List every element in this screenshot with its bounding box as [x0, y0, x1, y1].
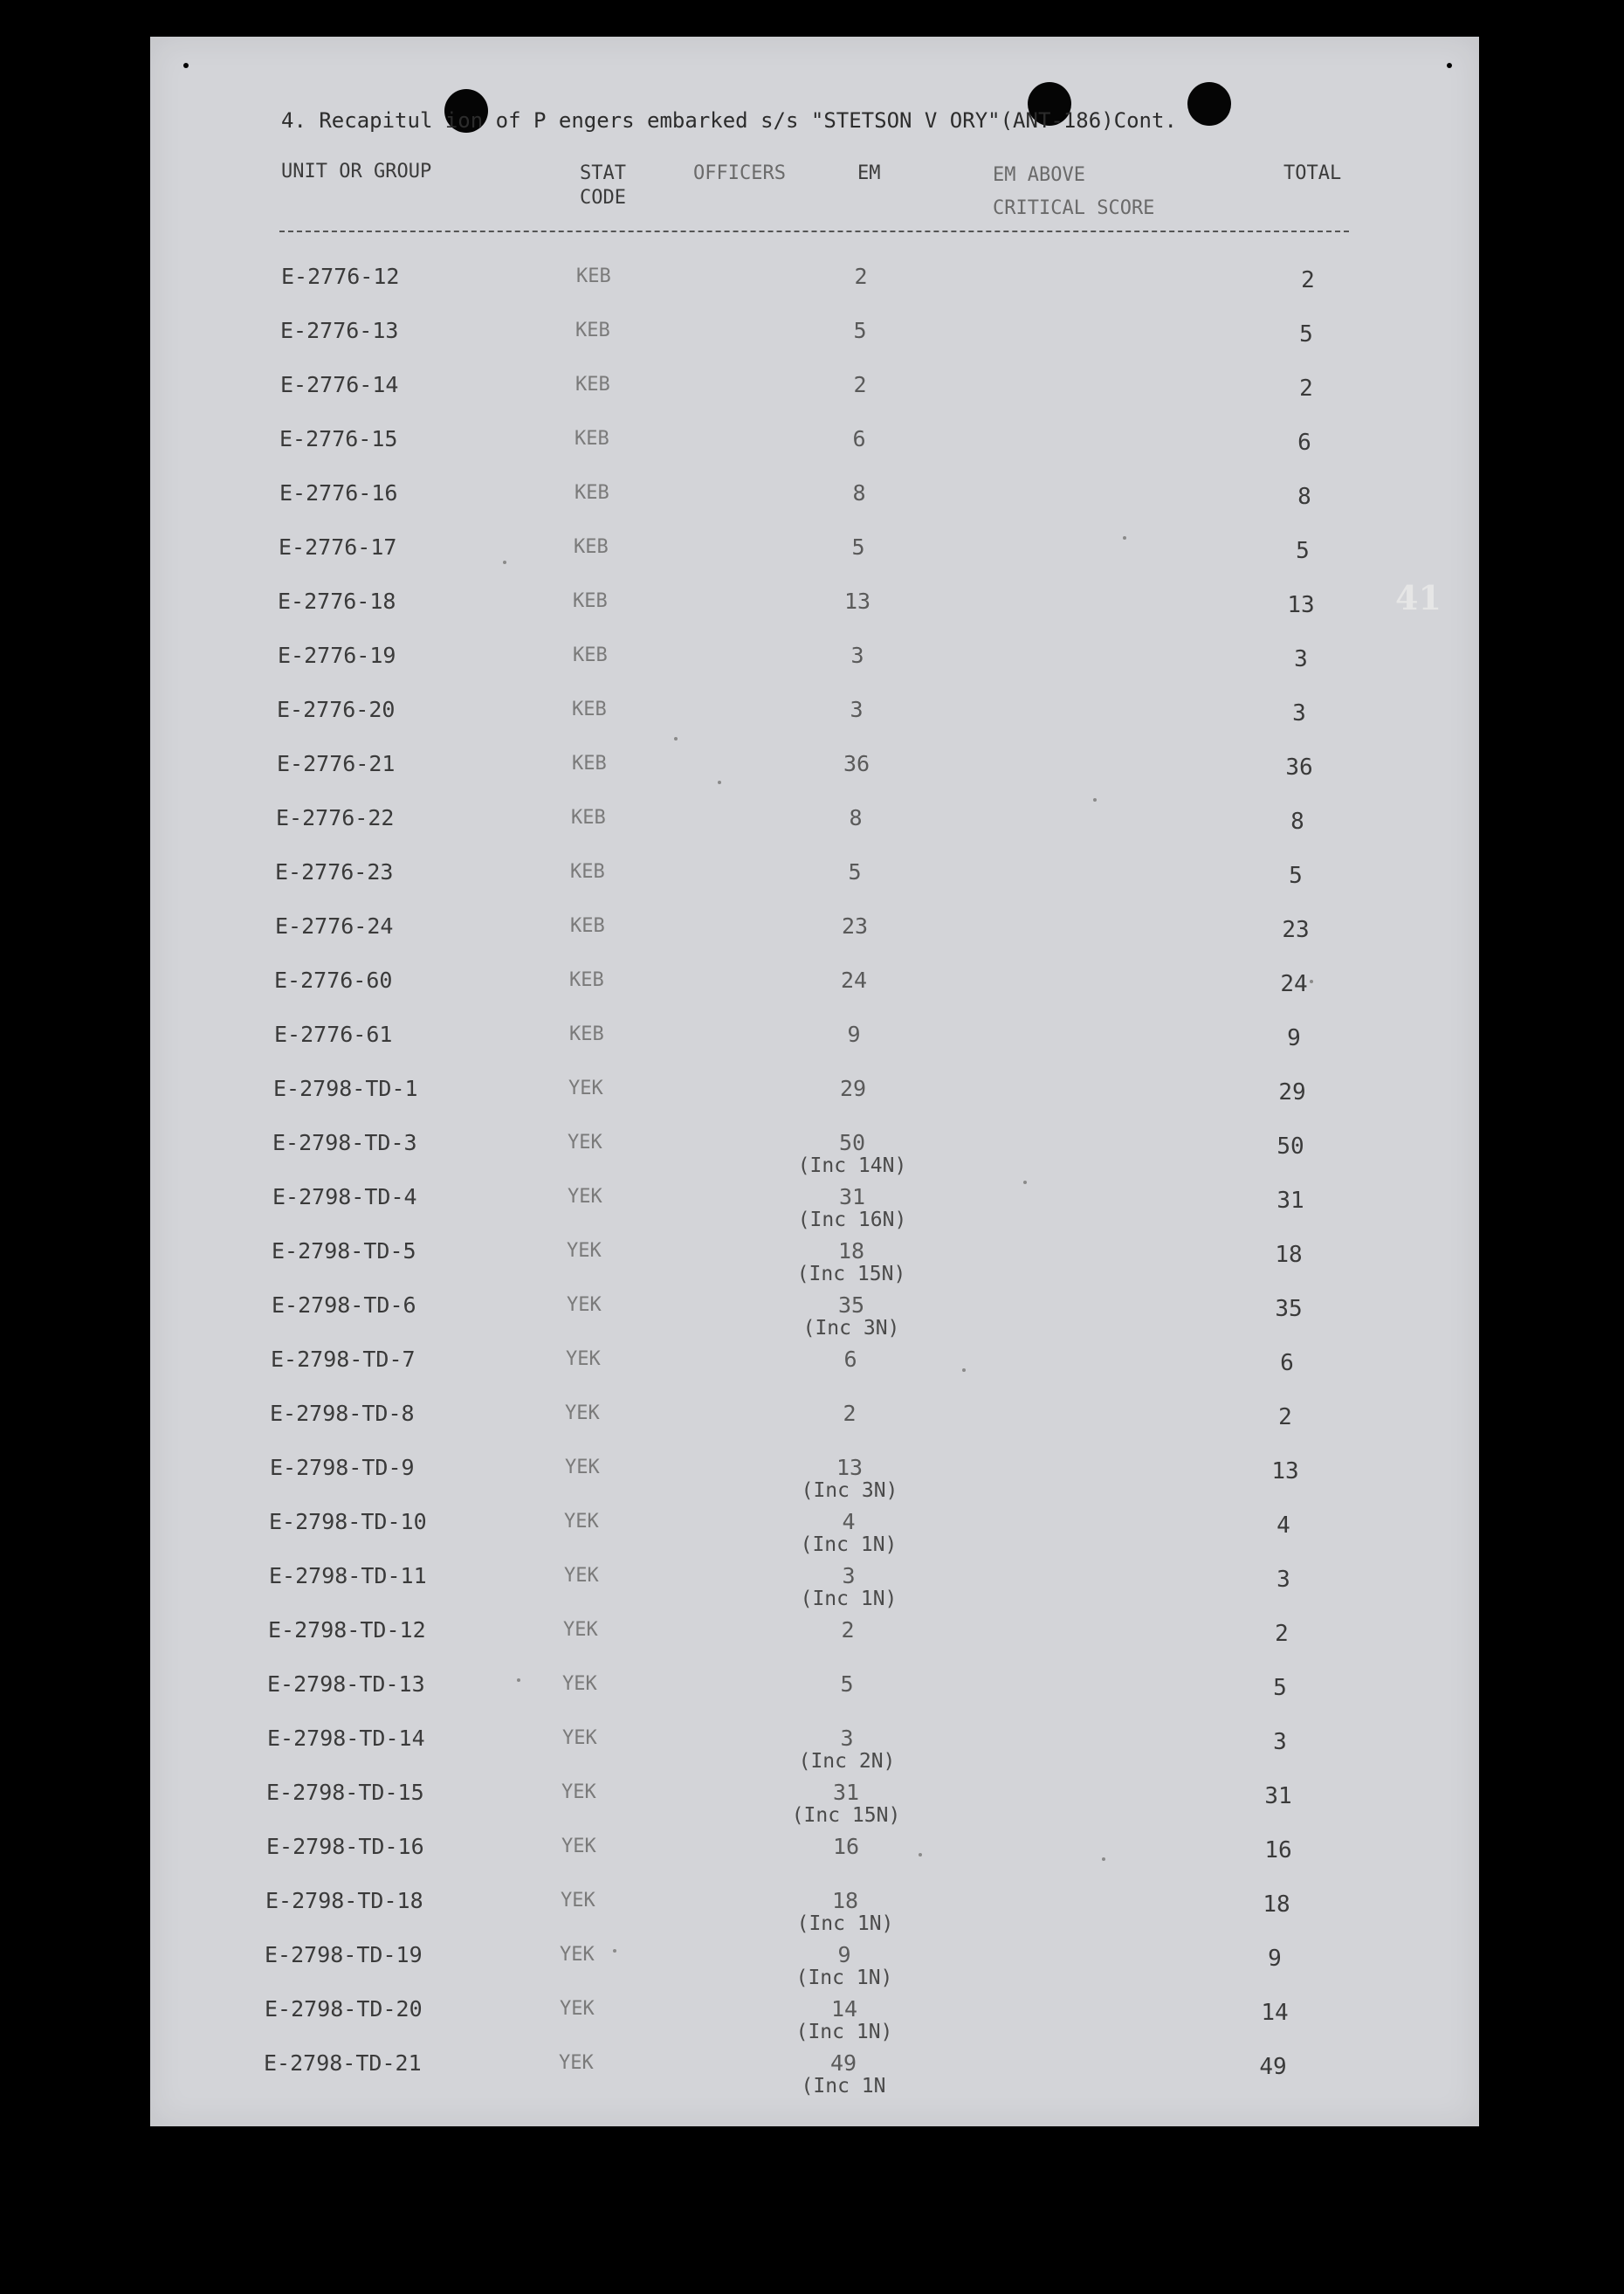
header-divider — [279, 231, 1349, 232]
stat-code-cell: KEB — [576, 265, 611, 287]
total-cell: 9 — [1268, 1946, 1282, 1972]
unit-cell: E-2798-TD-1 — [273, 1076, 418, 1101]
em-cell: 36 — [843, 751, 870, 776]
em-cell: 18 — [831, 1888, 859, 1913]
total-cell: 14 — [1261, 2000, 1289, 2026]
total-cell: 5 — [1273, 1675, 1287, 1701]
table-row — [150, 372, 1479, 407]
table-row — [150, 751, 1479, 786]
em-cell: 6 — [852, 426, 866, 451]
total-cell: 3 — [1292, 700, 1306, 727]
table-row — [150, 480, 1479, 515]
unit-cell: E-2776-15 — [279, 426, 398, 451]
page-number: 41 — [1395, 578, 1442, 617]
stat-code-cell: KEB — [570, 915, 605, 937]
stat-code-cell: YEK — [565, 1402, 600, 1424]
column-header-em-above-line2: CRITICAL SCORE — [993, 197, 1155, 219]
table-row — [150, 1509, 1479, 1556]
unit-cell: E-2776-22 — [276, 805, 395, 830]
unit-cell: E-2776-24 — [275, 913, 394, 939]
stat-code-cell: YEK — [561, 1836, 596, 1857]
unit-cell: E-2776-20 — [277, 697, 396, 722]
table-row — [150, 318, 1479, 353]
corner-mark-left — [183, 63, 189, 68]
table-row — [150, 1347, 1479, 1381]
paper-speck — [503, 561, 506, 564]
table-row — [150, 859, 1479, 894]
em-note-cell: (Inc 1N) — [800, 1533, 898, 1556]
stat-code-cell: YEK — [561, 1890, 595, 1912]
unit-cell: E-2798-TD-21 — [264, 2050, 422, 2076]
unit-cell: E-2798-TD-6 — [272, 1292, 416, 1318]
em-cell: 3 — [842, 1563, 856, 1588]
table-row — [150, 534, 1479, 569]
column-header-em: EM — [857, 162, 881, 184]
table-row — [150, 1184, 1479, 1231]
total-cell: 4 — [1276, 1512, 1290, 1539]
unit-cell: E-2798-TD-20 — [265, 1996, 423, 2022]
column-header-total: TOTAL — [1283, 162, 1342, 184]
table-row — [150, 1022, 1479, 1057]
corner-mark-right — [1447, 63, 1452, 68]
total-cell: 9 — [1287, 1025, 1301, 1051]
total-cell: 6 — [1280, 1350, 1294, 1376]
unit-cell: E-2798-TD-7 — [271, 1347, 416, 1372]
paper-speck — [517, 1678, 520, 1682]
em-cell: 5 — [840, 1671, 854, 1697]
em-cell: 18 — [837, 1238, 865, 1264]
total-cell: 2 — [1278, 1404, 1292, 1430]
em-cell: 13 — [843, 589, 871, 614]
total-cell: 16 — [1264, 1837, 1292, 1863]
em-cell: 31 — [838, 1184, 866, 1209]
stat-code-cell: YEK — [560, 1998, 595, 2020]
total-cell: 8 — [1290, 809, 1304, 835]
column-header-stat-line1: STAT — [580, 162, 626, 184]
unit-cell: E-2798-TD-13 — [267, 1671, 425, 1697]
total-cell: 18 — [1275, 1242, 1303, 1268]
column-header-em-above-line1: EM ABOVE — [993, 164, 1085, 186]
em-cell: 24 — [840, 968, 868, 993]
total-cell: 50 — [1276, 1133, 1304, 1160]
total-cell: 49 — [1259, 2054, 1287, 2080]
em-cell: 16 — [832, 1834, 860, 1859]
em-cell: 31 — [832, 1780, 860, 1805]
stat-code-cell: YEK — [562, 1727, 597, 1749]
table-row — [150, 1455, 1479, 1502]
stat-code-cell: YEK — [562, 1673, 597, 1695]
stat-code-cell: YEK — [566, 1348, 601, 1370]
unit-cell: E-2798-TD-4 — [272, 1184, 417, 1209]
em-cell: 8 — [849, 805, 863, 830]
stat-code-cell: KEB — [572, 753, 607, 775]
table-row — [150, 1238, 1479, 1285]
unit-cell: E-2798-TD-5 — [272, 1238, 416, 1264]
total-cell: 8 — [1297, 484, 1311, 510]
em-cell: 5 — [851, 534, 865, 560]
stat-code-cell: YEK — [560, 1944, 595, 1966]
total-cell: 2 — [1301, 267, 1315, 293]
paper-speck — [718, 781, 721, 784]
em-cell: 2 — [843, 1401, 857, 1426]
unit-cell: E-2798-TD-15 — [266, 1780, 424, 1805]
unit-cell: E-2798-TD-19 — [265, 1942, 423, 1967]
stat-code-cell: KEB — [575, 482, 609, 504]
unit-cell: E-2776-21 — [277, 751, 396, 776]
stat-code-cell: KEB — [575, 428, 609, 450]
em-cell: 6 — [843, 1347, 857, 1372]
unit-cell: E-2798-TD-9 — [270, 1455, 415, 1480]
unit-cell: E-2776-13 — [280, 318, 399, 343]
stat-code-cell: KEB — [573, 590, 608, 612]
em-note-cell: (Inc 16N) — [797, 1209, 907, 1231]
total-cell: 6 — [1297, 430, 1311, 456]
stat-code-cell: KEB — [569, 969, 604, 991]
stat-code-cell: KEB — [569, 1023, 604, 1045]
stat-code-cell: YEK — [564, 1511, 599, 1533]
table-row — [150, 1780, 1479, 1827]
em-cell: 13 — [836, 1455, 864, 1480]
em-cell: 35 — [837, 1292, 865, 1318]
stat-code-cell: YEK — [568, 1078, 603, 1099]
total-cell: 36 — [1285, 754, 1313, 781]
punch-hole-right — [1187, 82, 1231, 126]
table-row — [150, 913, 1479, 948]
total-cell: 3 — [1294, 646, 1308, 672]
total-cell: 3 — [1273, 1729, 1287, 1755]
unit-cell: E-2776-23 — [275, 859, 394, 885]
stat-code-cell: YEK — [567, 1240, 602, 1262]
unit-cell: E-2776-12 — [281, 264, 400, 289]
unit-cell: E-2776-17 — [279, 534, 397, 560]
em-note-cell: (Inc 1N) — [795, 1967, 893, 1989]
document-sheet — [150, 37, 1479, 2126]
table-row — [150, 1130, 1479, 1177]
paper-speck — [613, 1949, 616, 1953]
em-cell: 2 — [853, 372, 867, 397]
unit-cell: E-2798-TD-16 — [266, 1834, 424, 1859]
paper-speck — [1102, 1857, 1105, 1861]
em-cell: 50 — [838, 1130, 866, 1155]
document-title: 4. Recapitul ion of P engers embarked s/s "STETSON V ORY"(ANT-186)Cont. — [281, 108, 1177, 133]
paper-speck — [962, 1368, 966, 1372]
em-note-cell: (Inc 1N) — [800, 1588, 898, 1610]
table-row — [150, 697, 1479, 732]
table-row — [150, 1671, 1479, 1706]
stat-code-cell: KEB — [573, 644, 608, 666]
table-row — [150, 805, 1479, 840]
em-cell: 23 — [841, 913, 869, 939]
paper-speck — [674, 737, 678, 741]
unit-cell: E-2798-TD-14 — [267, 1726, 425, 1751]
total-cell: 23 — [1282, 917, 1310, 943]
em-cell: 49 — [829, 2050, 857, 2076]
unit-cell: E-2798-TD-11 — [269, 1563, 427, 1588]
paper-speck — [919, 1853, 922, 1857]
column-header-stat-line2: CODE — [580, 187, 626, 209]
total-cell: 2 — [1275, 1621, 1289, 1647]
em-note-cell: (Inc 1N) — [796, 1912, 894, 1935]
paper-speck — [1093, 798, 1097, 802]
table-row — [150, 2050, 1479, 2098]
table-row — [150, 1617, 1479, 1652]
total-cell: 18 — [1263, 1891, 1290, 1918]
table-row — [150, 1726, 1479, 1773]
unit-cell: E-2776-16 — [279, 480, 398, 506]
em-cell: 3 — [850, 643, 864, 668]
em-note-cell: (Inc 15N) — [796, 1263, 906, 1285]
total-cell: 5 — [1296, 538, 1310, 564]
unit-cell: E-2776-60 — [274, 968, 393, 993]
unit-cell: E-2798-TD-3 — [272, 1130, 417, 1155]
em-cell: 8 — [852, 480, 866, 506]
unit-cell: E-2776-14 — [280, 372, 399, 397]
em-note-cell: (Inc 14N) — [797, 1154, 907, 1177]
stat-code-cell: KEB — [574, 536, 609, 558]
unit-cell: E-2776-61 — [274, 1022, 393, 1047]
paper-speck — [1123, 536, 1126, 540]
stat-code-cell: YEK — [563, 1619, 598, 1641]
stat-code-cell: KEB — [570, 861, 605, 883]
em-cell: 29 — [839, 1076, 867, 1101]
stat-code-cell: KEB — [572, 699, 607, 720]
table-row — [150, 264, 1479, 299]
table-row — [150, 1401, 1479, 1436]
stat-code-cell: KEB — [575, 320, 610, 341]
paper-speck — [1310, 980, 1313, 983]
stat-code-cell: KEB — [571, 807, 606, 829]
total-cell: 35 — [1275, 1296, 1303, 1322]
em-note-cell: (Inc 2N) — [798, 1750, 896, 1773]
unit-cell: E-2798-TD-8 — [270, 1401, 415, 1426]
total-cell: 31 — [1276, 1188, 1304, 1214]
em-cell: 14 — [830, 1996, 858, 2022]
total-cell: 13 — [1287, 592, 1315, 618]
table-row — [150, 426, 1479, 461]
em-cell: 9 — [837, 1942, 851, 1967]
table-row — [150, 643, 1479, 678]
column-header-officers: OFFICERS — [693, 162, 786, 184]
table-row — [150, 968, 1479, 1002]
total-cell: 2 — [1299, 375, 1313, 402]
stat-code-cell: YEK — [568, 1186, 602, 1208]
em-cell: 9 — [847, 1022, 861, 1047]
total-cell: 5 — [1289, 863, 1303, 889]
stat-code-cell: YEK — [564, 1565, 599, 1587]
em-cell: 3 — [850, 697, 864, 722]
total-cell: 31 — [1264, 1783, 1292, 1809]
stat-code-cell: YEK — [559, 2052, 594, 2074]
em-cell: 2 — [841, 1617, 855, 1643]
table-row — [150, 1996, 1479, 2043]
unit-cell: E-2798-TD-18 — [265, 1888, 423, 1913]
total-cell: 29 — [1278, 1079, 1306, 1106]
stat-code-cell: YEK — [561, 1781, 596, 1803]
em-note-cell: (Inc 15N) — [791, 1804, 901, 1827]
em-cell: 5 — [848, 859, 862, 885]
table-row — [150, 1942, 1479, 1989]
table-row — [150, 1076, 1479, 1111]
stat-code-cell: YEK — [568, 1132, 602, 1154]
table-row — [150, 589, 1479, 623]
table-row — [150, 1292, 1479, 1340]
total-cell: 13 — [1271, 1458, 1299, 1485]
em-note-cell: (Inc 3N) — [801, 1479, 898, 1502]
table-row — [150, 1563, 1479, 1610]
stat-code-cell: YEK — [565, 1457, 600, 1478]
unit-cell: E-2776-19 — [278, 643, 396, 668]
em-cell: 4 — [842, 1509, 856, 1534]
em-cell: 5 — [853, 318, 867, 343]
column-header-unit: UNIT OR GROUP — [281, 161, 432, 183]
unit-cell: E-2798-TD-10 — [269, 1509, 427, 1534]
stat-code-cell: KEB — [575, 374, 610, 396]
stat-code-cell: YEK — [567, 1294, 602, 1316]
paper-speck — [1023, 1181, 1027, 1184]
em-note-cell: (Inc 1N) — [795, 2021, 893, 2043]
table-row — [150, 1888, 1479, 1935]
total-cell: 24 — [1280, 971, 1308, 997]
table-row — [150, 1834, 1479, 1869]
total-cell: 3 — [1276, 1567, 1290, 1593]
unit-cell: E-2776-18 — [278, 589, 396, 614]
em-note-cell: (Inc 1N — [801, 2075, 886, 2098]
em-cell: 2 — [854, 264, 868, 289]
em-cell: 3 — [840, 1726, 854, 1751]
em-note-cell: (Inc 3N) — [802, 1317, 900, 1340]
total-cell: 5 — [1299, 321, 1313, 348]
unit-cell: E-2798-TD-12 — [268, 1617, 426, 1643]
